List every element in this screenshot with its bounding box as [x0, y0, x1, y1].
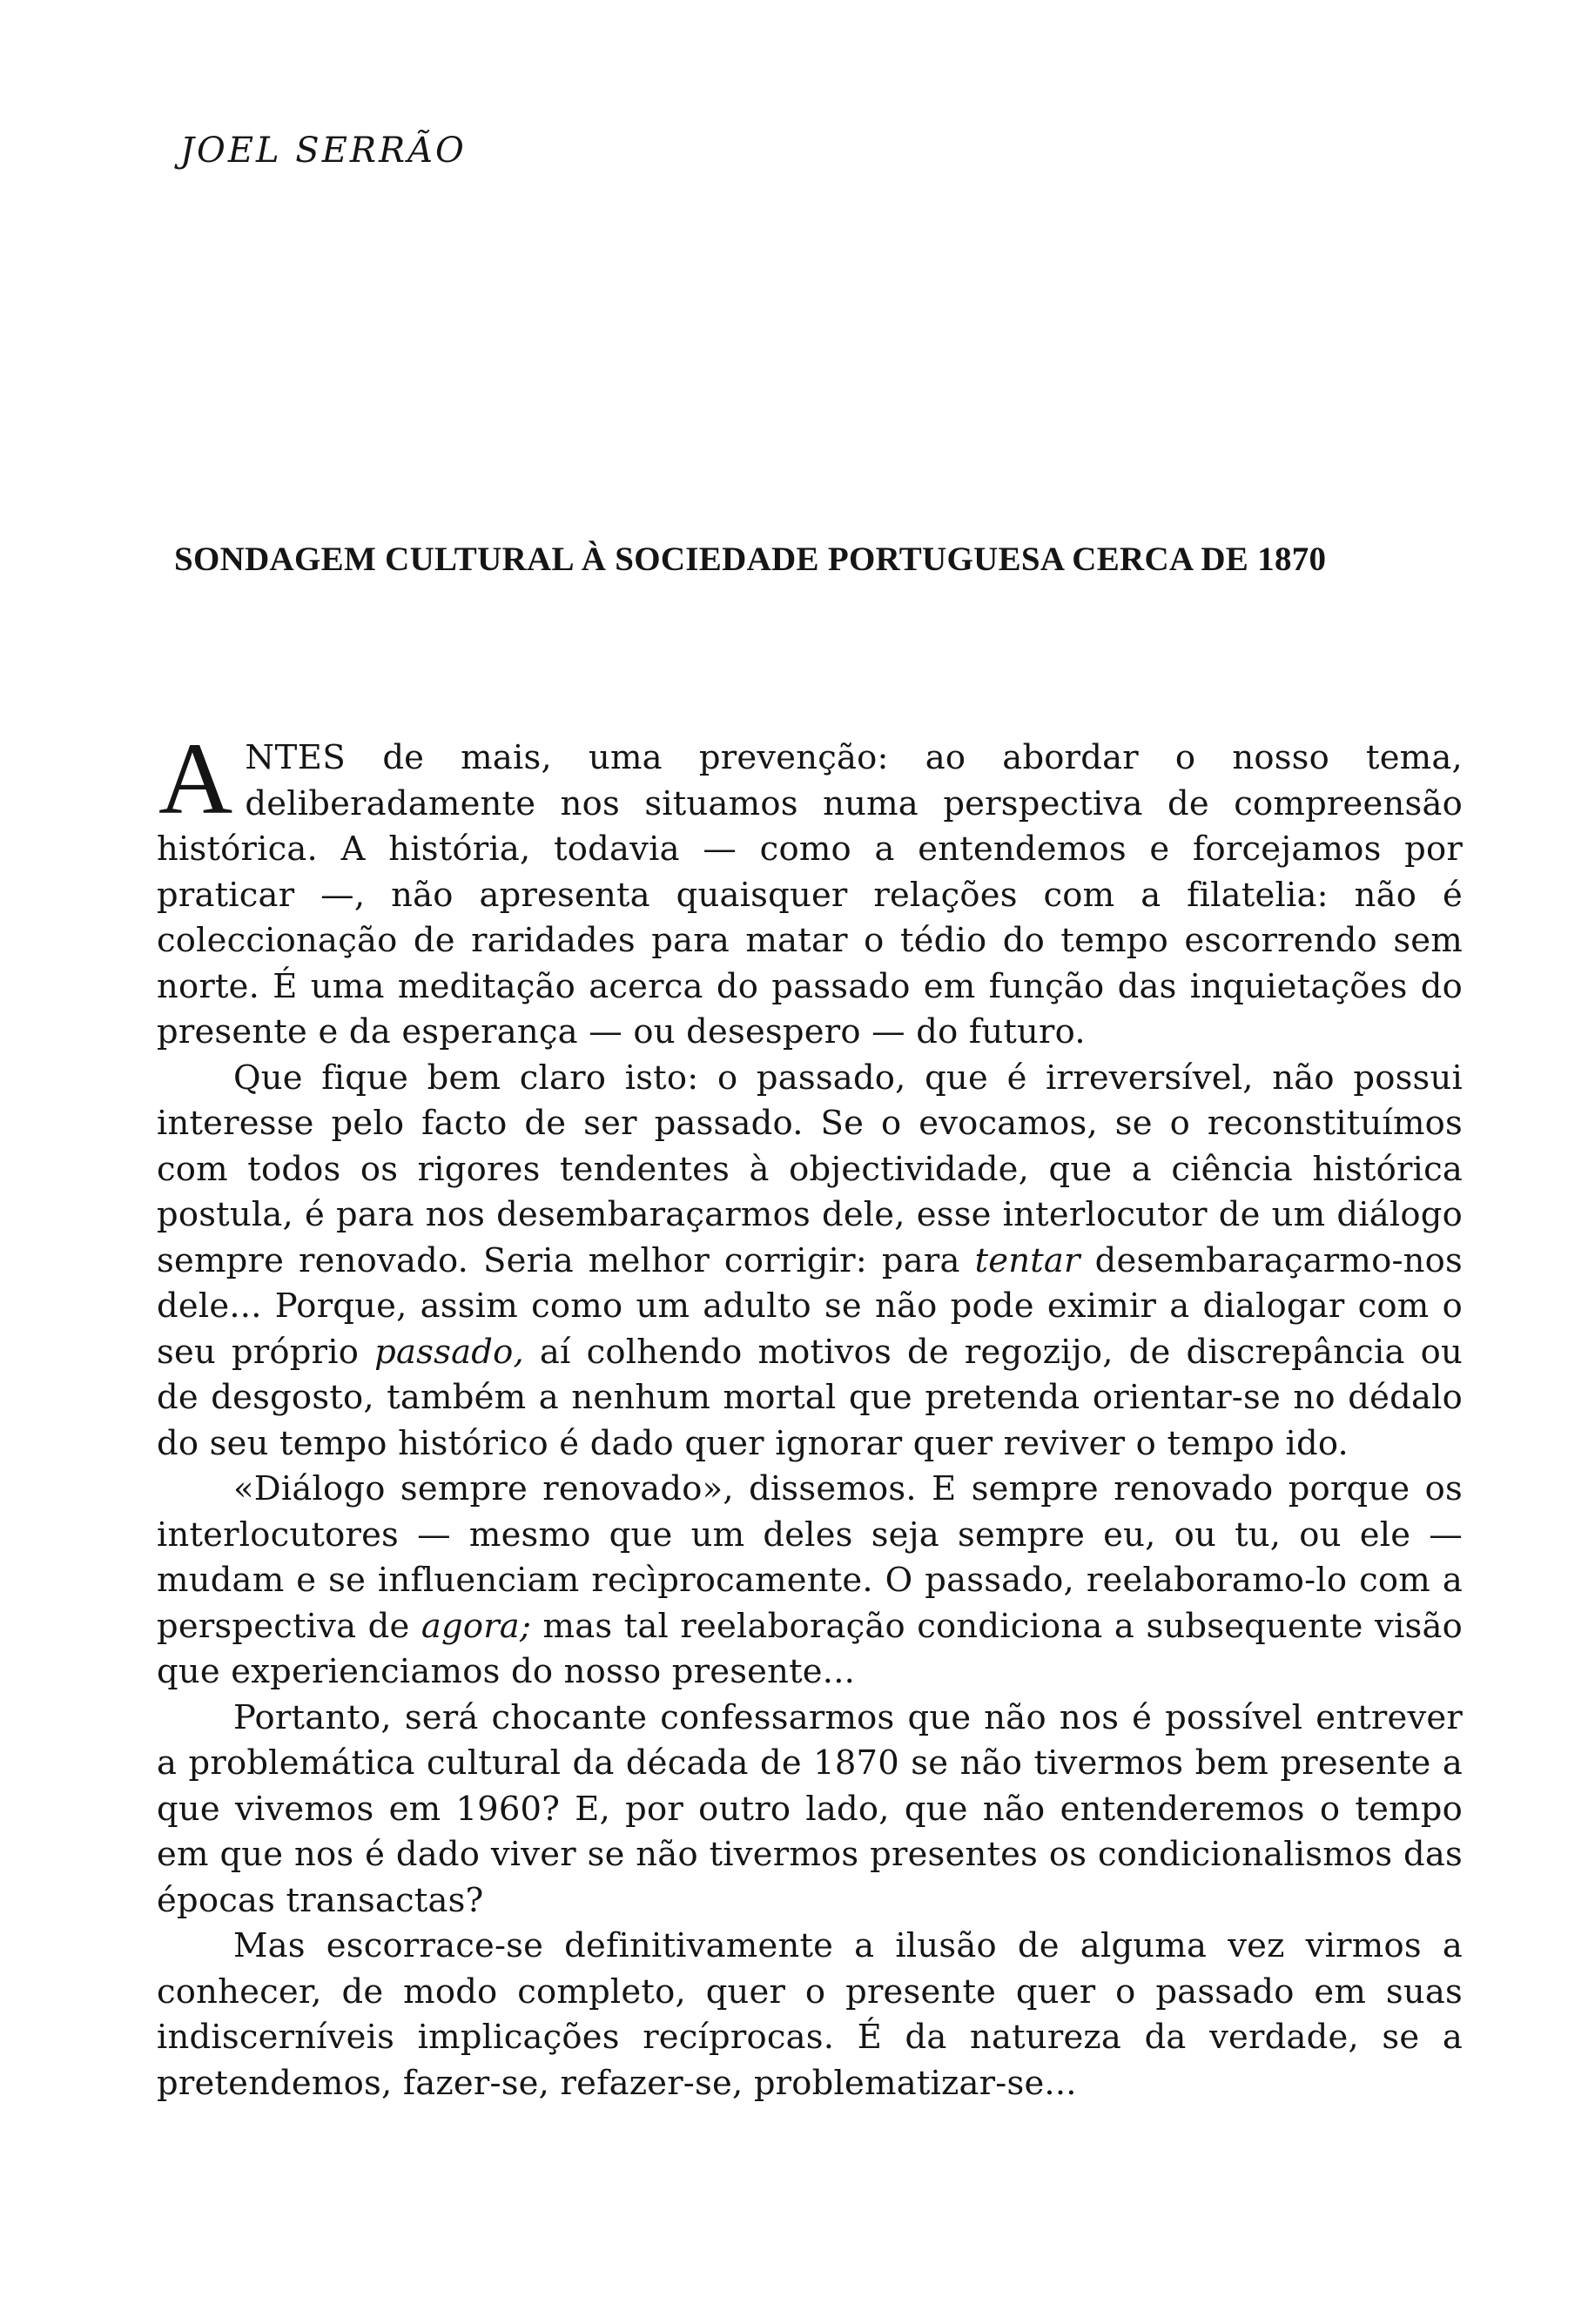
author-name: JOEL SERRÃO [180, 131, 467, 171]
article-title: SONDAGEM CULTURAL À SOCIEDADE PORTUGUESA CERCA DE 1870 [174, 541, 1327, 578]
paragraph-4: Portanto, será chocante confessarmos que não nos é possível entrever a problemática cultural da década de 1870 se não tivermos bem presente a que vivemos em 1960? E, por outro lado, que não entenderemos o tempo em que nos é dado viver se não tivermos presentes os condicionalismos das épocas transactas? [157, 1697, 1463, 1920]
drop-cap: A [158, 722, 233, 836]
paragraph-2-text-a: Que fique bem claro isto: o passado, que é irreversível, não possui interesse pelo facto de ser passado. Se o evocamos, se o reconstituímos com todos os rigores tendentes à objectividade, que a ciência histórica postula, é para nos desembaraçarmos dele, esse interlocutor de um diálogo sempre renovado. Seria melhor corrigir: para [157, 1058, 1463, 1280]
emphasis-passado: passado, [374, 1332, 524, 1372]
paragraph-3 [157, 1467, 1463, 1696]
paragraph-1 [157, 722, 1463, 1056]
emphasis-agora: agora; [421, 1606, 532, 1646]
paragraph-2 [157, 1056, 1463, 1468]
paragraph-3-text-b: mas tal reelaboração condiciona a subsequente visão que experienciamos do nosso presente... [157, 1606, 1463, 1691]
paragraph-1-text: de mais, uma prevenção: ao abordar o nosso tema, deliberadamente nos situamos numa perspectiva de compreensão histórica. A história, todavia — como a entendemos e forcejamos por praticar —, não apresenta quaisquer relações com a filatelia: não é coleccionação de raridades para matar o tédio do tempo escorrendo sem norte. É uma meditação acerca do passado em função das inquietações do presente e da esperança — ou desespero — do futuro. [157, 738, 1463, 1051]
paragraph-1-lead: NTES [245, 738, 347, 777]
paragraph-2-text-b: desembaraçarmo-nos dele... Porque, assim como um adulto se não pode eximir a dialogar com o seu próprio [157, 1240, 1463, 1372]
article-body [157, 722, 1463, 2106]
paragraph-5: Mas escorrace-se definitivamente a ilusão de alguma vez virmos a conhecer, de modo completo, quer o presente quer o passado em suas indiscerníveis implicações recíprocas. É da natureza da verdade, se a pretendemos, fazer-se, refazer-se, problematizar-se... [157, 1926, 1463, 2103]
emphasis-tentar: tentar [974, 1240, 1080, 1280]
paragraph-2-text-c: aí colhendo motivos de regozijo, de discrepância ou de desgosto, também a nenhum mortal que pretenda orientar-se no dédalo do seu tempo histórico é dado quer ignorar quer reviver o tempo ido. [157, 1332, 1463, 1463]
paragraph-3-text-a: «Diálogo sempre renovado», dissemos. E sempre renovado porque os interlocutores — mesmo que um deles seja sempre eu, ou tu, ou ele — mudam e se influenciam recìprocamente. O passado, reelaboramo-lo com a perspectiva de [157, 1469, 1463, 1646]
